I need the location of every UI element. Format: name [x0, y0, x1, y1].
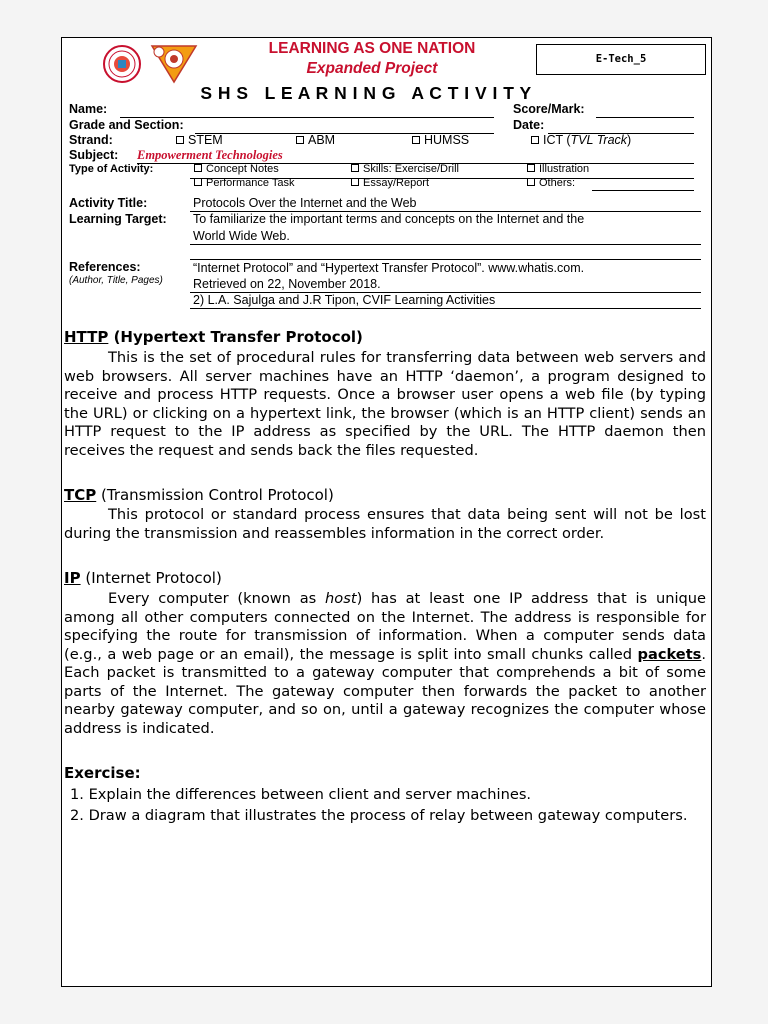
ip-abbr: IP — [64, 569, 81, 587]
humss-checkbox[interactable] — [412, 136, 420, 144]
tcp-paragraph: This protocol or standard process ensures that data being sent will not be lost during the transmission and reassembles information in the correct order. — [64, 506, 706, 542]
abm-checkbox[interactable] — [296, 136, 304, 144]
score-label: Score/Mark: — [513, 102, 585, 116]
performance-task-checkbox[interactable] — [194, 178, 202, 186]
exercise-item-2: 2. Draw a diagram that illustrates the process of relay between gateway computers. — [70, 807, 688, 824]
reference-line2: Retrieved on 22, November 2018. — [193, 277, 381, 291]
type-skills-drill[interactable]: Skills: Exercise/Drill — [351, 163, 459, 176]
reference-line3: 2) L.A. Sajulga and J.R Tipon, CVIF Learning Activities — [193, 293, 496, 307]
learning-target-label: Learning Target: — [69, 212, 167, 226]
activity-banner: S H S L E A R N I N G A C T I V I T Y — [200, 83, 532, 103]
references-sub-label: (Author, Title, Pages) — [69, 275, 163, 286]
http-heading: HTTP (Hypertext Transfer Protocol) — [64, 328, 363, 346]
ict-checkbox[interactable] — [531, 136, 539, 144]
reference-rule2 — [190, 308, 701, 309]
activity-title-value: Protocols Over the Internet and the Web — [193, 196, 417, 210]
type-others[interactable]: Others: — [527, 177, 575, 190]
tcp-heading: TCP (Transmission Control Protocol) — [64, 486, 334, 504]
learning-target-line1: To familiarize the important terms and concepts on the Internet and the — [193, 212, 585, 226]
ip-paragraph: Every computer (known as host) has at least one IP address that is unique among all other computers connected on the Internet. The address is responsible for specifying the route for transmission of information. When a computer sends data (e.g., a web page or an email), the message is split into small chunks called packets. Each packet is transmitted to a gateway computer that comprehends a bit of some parts of the Internet. The gateway computer then forwards the packet to another nearby gateway computer, and so on, until a gateway recognizes the computer whose address is indicated. — [64, 590, 706, 737]
tcp-abbr: TCP — [64, 486, 97, 504]
name-label: Name: — [69, 102, 108, 116]
exercise-item-1: 1. Explain the differences between client and server machines. — [70, 786, 532, 803]
reference-line1: “Internet Protocol” and “Hypertext Transfer Protocol”. www.whatis.com. — [193, 261, 585, 275]
code-box — [536, 44, 706, 75]
activity-code: E-Tech_5 — [595, 53, 647, 65]
strand-option-stem[interactable]: STEM — [176, 133, 223, 148]
strand-option-abm[interactable]: ABM — [296, 133, 335, 148]
http-abbr: HTTP — [64, 328, 109, 346]
ip-heading: IP (Internet Protocol) — [64, 569, 222, 587]
project-subtitle: Expanded Project — [306, 60, 438, 77]
school-seal-logo — [102, 44, 146, 84]
worksheet-page — [61, 37, 712, 987]
type-concept-notes[interactable]: Concept Notes — [194, 163, 279, 176]
essay-report-checkbox[interactable] — [351, 178, 359, 186]
references-label: References: — [69, 260, 141, 274]
concept-notes-checkbox[interactable] — [194, 164, 202, 172]
subject-value: Empowerment Technologies — [137, 148, 283, 162]
org-title: LEARNING AS ONE NATION — [268, 40, 476, 57]
stem-checkbox[interactable] — [176, 136, 184, 144]
strand-label: Strand: — [69, 133, 113, 147]
score-line — [596, 117, 694, 118]
learning-target-line2: World Wide Web. — [193, 229, 290, 243]
type-illustration[interactable]: Illustration — [527, 163, 589, 176]
activity-type-label: Type of Activity: — [69, 163, 154, 175]
subject-label: Subject: — [69, 148, 119, 162]
type-performance-task[interactable]: Performance Task — [194, 177, 294, 190]
host-term: host — [325, 590, 357, 607]
activity-title-label: Activity Title: — [69, 196, 148, 210]
others-checkbox[interactable] — [527, 178, 535, 186]
grade-section-label: Grade and Section: — [69, 118, 184, 132]
packets-term: packets — [637, 645, 702, 663]
skills-drill-checkbox[interactable] — [351, 164, 359, 172]
blank-line — [190, 259, 701, 260]
others-line — [592, 190, 694, 191]
illustration-checkbox[interactable] — [527, 164, 535, 172]
type-essay-report[interactable]: Essay/Report — [351, 177, 429, 190]
strand-option-ict[interactable]: ICT (TVL Track) — [531, 133, 631, 148]
strand-option-humss[interactable]: HUMSS — [412, 133, 469, 148]
date-label: Date: — [513, 118, 545, 132]
exercise-heading: Exercise: — [64, 764, 141, 782]
deped-logo — [146, 42, 202, 84]
learning-target-line — [190, 244, 701, 245]
http-paragraph: This is the set of procedural rules for transferring data between web servers and web browsers. All server machines have an HTTP ‘daemon’, a program designed to receive and process HTTP requests. Once a browser user opens a web file (by typing the URL) or clicking on a hypertext link, the browser (which is an HTTP client) sends an HTTP request to the IP address as specified by the URL. The HTTP daemon then receives the request and sends back the files requested. — [64, 349, 706, 459]
